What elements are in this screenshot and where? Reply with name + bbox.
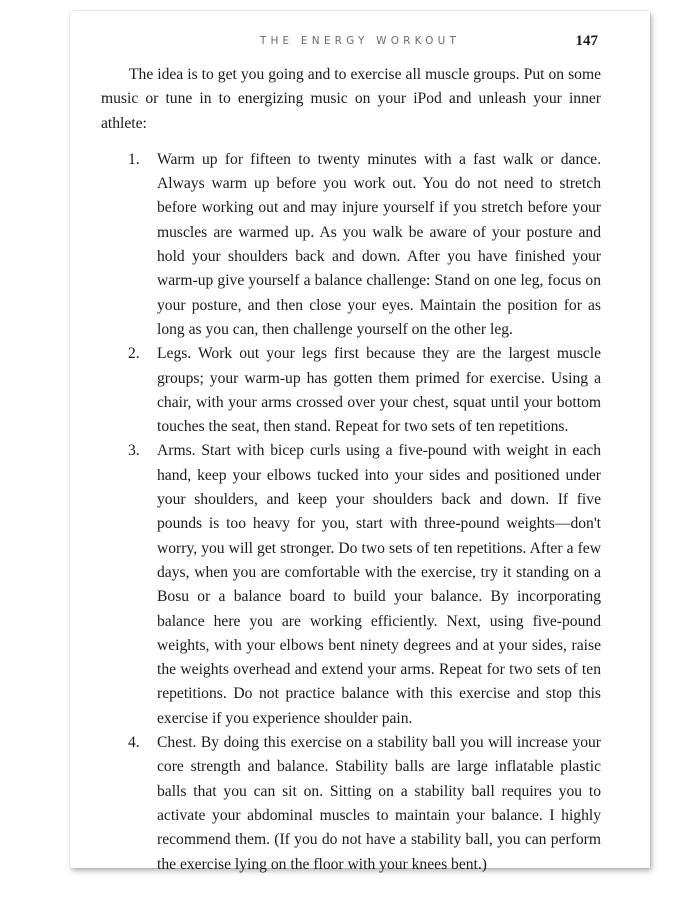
step-number: 2. xyxy=(128,345,140,363)
list-item xyxy=(101,342,601,439)
page-body xyxy=(101,63,601,877)
list-item xyxy=(101,148,601,342)
step-number: 4. xyxy=(128,734,140,752)
list-item xyxy=(101,439,601,731)
step-text: Arms. Start with bicep curls using a five-pound with weight in each hand, keep your elbows tucked into your sides and positioned under your shoulders, and keep your shoulders back and down. If five pounds is too heavy for you, start with three-pound weights—don't worry, you will get stronger. Do two sets of ten repetitions. After a few days, when you are comfortable with the exercise, try it standing on a Bosu or a balance board to build your balance. By incorporating balance here you are working efficiently. Next, using five-pound weights, with your elbows bent ninety degrees and at your sides, raise the weights overhead and extend your arms. Repeat for two sets of ten repetitions. Do not practice balance with this exercise and stop this exercise if you experience shoulder pain. xyxy=(157,442,601,727)
workout-steps-list xyxy=(101,148,601,877)
running-head: THE ENERGY WORKOUT xyxy=(259,35,461,47)
book-page xyxy=(70,11,650,873)
step-text: Legs. Work out your legs first because they are the largest muscle groups; your warm-up has gotten them primed for exercise. Using a chair, with your arms crossed over your chest, squat until your bottom touches the seat, then stand. Repeat for two sets of ten repetitions. xyxy=(157,345,601,436)
step-text: Warm up for fifteen to twenty minutes with a fast walk or dance. Always warm up before you work out. You do not need to stretch before working out and may injure yourself if you stretch before your muscles are warmed up. As you walk be aware of your posture and hold your shoulders back and down. After you have finished your warm-up give yourself a balance challenge: Stand on one leg, focus on your posture, and then close your eyes. Maintain the position for as long as you can, then challenge yourself on the other leg. xyxy=(157,150,601,338)
step-number: 1. xyxy=(128,150,140,168)
list-item xyxy=(101,731,601,877)
intro-paragraph: The idea is to get you going and to exercise all muscle groups. Put on some music or tune in to energizing music on your iPod and unleash your inner athlete: xyxy=(101,66,601,132)
page-number: 147 xyxy=(575,33,598,49)
step-text: Chest. By doing this exercise on a stability ball you will increase your core strength and balance. Stability balls are large inflatable plastic balls that you can sit on. Sitting on a stability ball requires you to activate your abdominal muscles to maintain your balance. I highly recommend them. (If you do not have a stability ball, you can perform the exercise lying on the floor with your knees bent.) xyxy=(157,734,601,873)
step-number: 3. xyxy=(128,442,140,460)
